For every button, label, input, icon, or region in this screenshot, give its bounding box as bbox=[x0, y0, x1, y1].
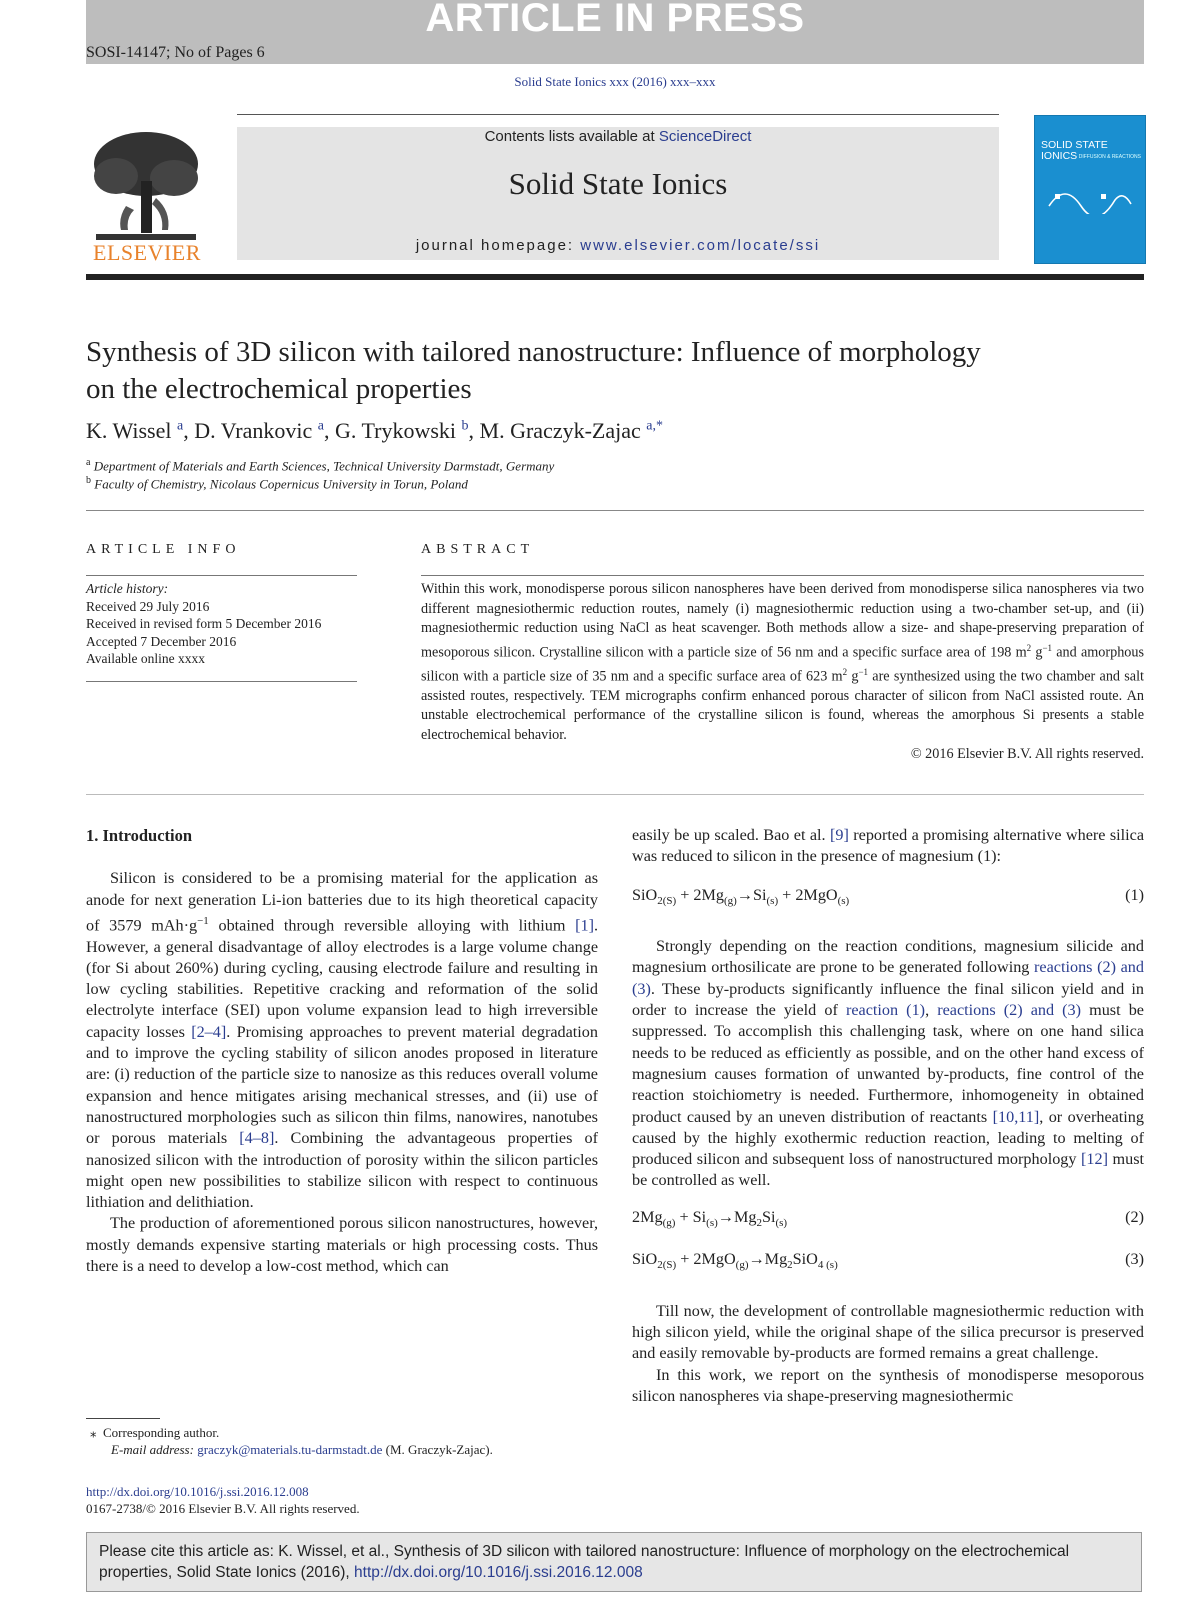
banner-title: ARTICLE IN PRESS bbox=[425, 0, 805, 40]
article-info-rule-bottom bbox=[86, 681, 357, 682]
citation-link[interactable]: [1] bbox=[575, 916, 594, 935]
abstract-segment: and amorphous silicon with a particle size of 35 nm and a specific surface area of 623 m bbox=[421, 644, 1144, 685]
text-segment: , bbox=[925, 1001, 938, 1020]
cover-title: SOLID STATE IONICS bbox=[1041, 139, 1108, 162]
affiliation-b bbox=[86, 475, 468, 492]
text-segment: . However, a general disadvantage of alloy electrodes is a large volume change (for Si about 260%) during cycling, causing electrode failure and resulting in low cycling stabilities. Repetitive cracking and reformation of the solid electrolyte interface (SEI) upon volume expansion lead to high irreversible capacity losses bbox=[86, 916, 599, 1041]
affiliation-a bbox=[86, 457, 554, 474]
abstract-rule bbox=[421, 575, 1144, 576]
paragraph bbox=[632, 936, 1144, 1192]
abstract-segment: g bbox=[1031, 644, 1043, 661]
equation-body: $SiO_{2(S)} + 2Mg_{(g)}\to Si_{(s)} + 2MgO_{(s)}$ bbox=[632, 885, 850, 907]
citation-box bbox=[86, 1532, 1142, 1592]
citation-link[interactable]: [10,11] bbox=[992, 1107, 1040, 1126]
reaction-link[interactable]: reactions (2) and (3) bbox=[937, 1001, 1082, 1020]
history-line: Available online xxxx bbox=[86, 651, 205, 666]
author-name: D. Vrankovic bbox=[194, 418, 313, 443]
author-name: G. Trykowski bbox=[334, 418, 457, 443]
journal-cover-thumbnail[interactable] bbox=[1034, 115, 1146, 264]
footnote bbox=[90, 1407, 610, 1458]
abstract-text bbox=[421, 580, 1144, 765]
history-label: Article history: bbox=[86, 581, 169, 596]
citation-link[interactable]: [12] bbox=[1081, 1150, 1108, 1169]
journal-homepage-link[interactable]: www.elsevier.com/locate/ssi bbox=[580, 237, 821, 254]
history-line: Received in revised form 5 December 2016 bbox=[86, 616, 322, 631]
affiliation-mark: a bbox=[86, 457, 91, 468]
superscript: −1 bbox=[197, 914, 209, 927]
text-segment: , or overheating caused by the highly exothermic reduction reaction, leading to melting of produced silicon and subsequent loss of nanostructured morphology bbox=[632, 1107, 1144, 1169]
abstract-segment: g bbox=[847, 668, 859, 685]
paragraph: The production of aforementioned porous silicon nanostructures, however, mostly demands expensive starting materials or high processing costs. Thus there is a need to develop a low-cost method, which can bbox=[86, 1214, 598, 1276]
abstract-heading: ABSTRACT bbox=[421, 542, 535, 557]
email-owner: (M. Graczyk-Zajac). bbox=[382, 1442, 493, 1457]
text-segment: Silicon is considered to be a promising material for the application as anode for next generation Li-ion batteries due to its high theoretical capacity of 3579 mAh·g bbox=[86, 869, 598, 935]
journal-name: Solid State Ionics bbox=[508, 166, 728, 201]
affiliation-text: Department of Materials and Earth Sciences, Technical University Darmstadt, Germany bbox=[93, 458, 555, 474]
abstract-segment: are synthesized using the two chamber and salt assisted routes, respectively. TEM micrographs confirm enhanced porous character of silicon from NaCl assisted route. An unstable electrochemical performance of the crystalline silicon is found, whereas the amorphous Si presents a stable electrochemical behavior. bbox=[421, 668, 1144, 743]
citation-link[interactable]: [9] bbox=[829, 826, 849, 844]
citation-doi-link[interactable]: http://dx.doi.org/10.1016/j.ssi.2016.12.008 bbox=[354, 1564, 643, 1581]
text-segment: . These by-products significantly influence the final silicon yield and in order to increase the yield of bbox=[632, 979, 1144, 1020]
equation-3 bbox=[632, 1249, 1144, 1277]
contents-line bbox=[237, 128, 999, 145]
left-column bbox=[86, 825, 598, 1277]
abstract-copyright: © 2016 Elsevier B.V. All rights reserved. bbox=[910, 746, 1144, 763]
equation-body: $SiO_{2(S)} + 2MgO_{(g)}\to Mg_2SiO_{4 (s)}$ bbox=[632, 1250, 838, 1272]
issn-copyright: 0167-2738/© 2016 Elsevier B.V. All rights reserved. bbox=[86, 1501, 360, 1516]
article-in-press-banner bbox=[86, 0, 1144, 64]
equation-number: (2) bbox=[1125, 1207, 1144, 1226]
paragraph bbox=[632, 825, 1144, 868]
cover-subtitle: DIFFUSION & REACTIONS bbox=[1078, 154, 1141, 160]
article-title: Synthesis of 3D silicon with tailored nanostructure: Influence of morphology on the electrochemical properties bbox=[86, 336, 981, 405]
author-list: K. Wissel $^a$, D. Vrankovic $^a$, G. Trykowski $^b$, M. Graczyk-Zajac $^{a,*}$ bbox=[86, 418, 663, 443]
reaction-link[interactable]: reactions (2) and (3) bbox=[632, 958, 1144, 998]
citation-link[interactable]: [2–4] bbox=[191, 1022, 227, 1041]
author-affiliation-mark[interactable]: b bbox=[461, 418, 469, 434]
doi-link[interactable]: http://dx.doi.org/10.1016/j.ssi.2016.12.008 bbox=[86, 1484, 309, 1499]
equation-1 bbox=[632, 885, 1144, 913]
citation-link[interactable]: [4–8] bbox=[239, 1129, 275, 1148]
text-segment: Strongly depending on the reaction conditions, magnesium silicide and magnesium orthosilicate are prone to be generated following bbox=[632, 937, 1144, 977]
email-note bbox=[90, 1441, 610, 1458]
affiliation-text: Faculty of Chemistry, Nicolaus Copernicus University in Torun, Poland bbox=[94, 476, 468, 492]
paragraph: In this work, we report on the synthesis of monodisperse mesoporous silicon nanospheres via shape-preserving magnesiothermic bbox=[632, 1365, 1144, 1405]
email-label: E-mail address: bbox=[111, 1442, 198, 1457]
paragraph: Till now, the development of controllable magnesiothermic reduction with high silicon yield, while the original shape of the silica precursor is preserved and easily removable by-products are formed remains a great challenge. bbox=[632, 1301, 1144, 1363]
manuscript-id: SOSI-14147; No of Pages 6 bbox=[86, 44, 265, 61]
cover-wave-icon bbox=[1045, 180, 1135, 214]
text-segment: obtained through reversible alloying with lithium bbox=[208, 916, 576, 935]
author-affiliation-mark[interactable]: a bbox=[177, 418, 184, 434]
author-name: M. Graczyk-Zajac bbox=[479, 418, 641, 443]
footnote-text: Corresponding author. bbox=[103, 1425, 220, 1440]
citation-text: Please cite this article as: K. Wissel, et al., Synthesis of 3D silicon with tailored nanostructure: Influence of morphology on the electrochemical properties, Solid State Ionics (2016), bbox=[99, 1543, 1070, 1581]
text-segment: . Promising approaches to prevent material degradation and to improve the cycling stability of silicon anodes proposed in literature are: (i) reduction of the particle size to nanosize as this reduces overall volume expansion and hence mitigates arising mechanical stresses, and (ii) use of nanostructured morphologies such as silicon thin films, nanowires, nanotubes or porous materials bbox=[86, 1022, 598, 1148]
history-line: Received 29 July 2016 bbox=[86, 598, 210, 614]
reaction-link[interactable]: reaction (1) bbox=[845, 1001, 926, 1020]
sciencedirect-link[interactable]: ScienceDirect bbox=[658, 128, 752, 145]
affiliation-mark: b bbox=[86, 475, 91, 486]
section-heading: 1. Introduction bbox=[86, 826, 193, 845]
footnote-mark: ⁎ bbox=[90, 1425, 97, 1440]
journal-header-box bbox=[237, 127, 999, 260]
author-affiliation-mark[interactable]: a,* bbox=[646, 418, 663, 434]
equation-number: (1) bbox=[1125, 885, 1144, 904]
header-divider bbox=[237, 114, 999, 115]
text-segment: reported a promising alternative where silica was reduced to silicon in the presence of magnesium (1): bbox=[632, 826, 1145, 866]
author-name: K. Wissel bbox=[86, 418, 172, 443]
journal-reference-link[interactable]: Solid State Ionics xxx (2016) xxx–xxx bbox=[514, 74, 716, 89]
article-info-rule bbox=[86, 575, 357, 576]
homepage-prefix: journal homepage: bbox=[415, 237, 581, 254]
equation-body: $2Mg_{(g)} + Si_{(s)}\to Mg_2Si_{(s)}$ bbox=[632, 1207, 788, 1229]
article-history bbox=[86, 580, 357, 668]
superscript: −1 bbox=[858, 666, 869, 677]
affiliation-divider bbox=[86, 510, 1144, 511]
author-affiliation-mark[interactable]: a bbox=[317, 418, 324, 434]
abstract-segment: Within this work, monodisperse porous silicon nanospheres have been derived from monodisperse silica nanospheres via two different magnesiothermic reduction routes, namely (i) magnesiothermic reduction using a two-chamber set-up, and (ii) magnesiothermic reduction using NaCl as heat scavenger. Both methods allow a size- and shape-preserving preparation of mesoporous silicon. Crystalline silicon with a particle size of 56 nm and a specific surface area of 198 m bbox=[421, 581, 1144, 661]
article-info-heading: ARTICLE INFO bbox=[86, 542, 241, 557]
header-thick-rule bbox=[86, 274, 1144, 280]
text-segment: . Combining the advantageous properties of nanosized silicon with the introduction of porosity within the silicon particles might open new possibilities to stabilize silicon with respect to continuous lithiation and delithiation. bbox=[86, 1129, 598, 1212]
right-column bbox=[632, 825, 1144, 1407]
equation-number: (3) bbox=[1125, 1250, 1144, 1269]
body-divider bbox=[86, 794, 1144, 795]
corresponding-author-note bbox=[90, 1424, 610, 1441]
superscript: 2 bbox=[1026, 642, 1032, 653]
homepage-line bbox=[237, 237, 999, 254]
text-segment: must be controlled as well. bbox=[632, 1150, 1145, 1190]
email-link[interactable]: graczyk@materials.tu-darmstadt.de bbox=[197, 1442, 383, 1457]
text-segment: must be suppressed. To accomplish this challenging task, where on one hand silica needs to be reduced as efficiently as possible, and on the other hand excess of magnesium causes formation of unwanted by-products, fine control of the reaction stoichiometry is needed. Furthermore, inhomogeneity in obtained product caused by an uneven distribution of reactants bbox=[632, 1001, 1144, 1126]
contents-prefix: Contents lists available at bbox=[484, 128, 659, 145]
equation-2 bbox=[632, 1207, 1144, 1235]
doi-block bbox=[86, 1483, 360, 1517]
superscript: −1 bbox=[1042, 642, 1053, 653]
paragraph bbox=[86, 868, 598, 1213]
publisher-wordmark: ELSEVIER bbox=[93, 240, 201, 265]
text-segment: easily be up scaled. Bao et al. bbox=[632, 826, 830, 844]
history-line: Accepted 7 December 2016 bbox=[86, 633, 237, 649]
superscript: 2 bbox=[842, 666, 848, 677]
